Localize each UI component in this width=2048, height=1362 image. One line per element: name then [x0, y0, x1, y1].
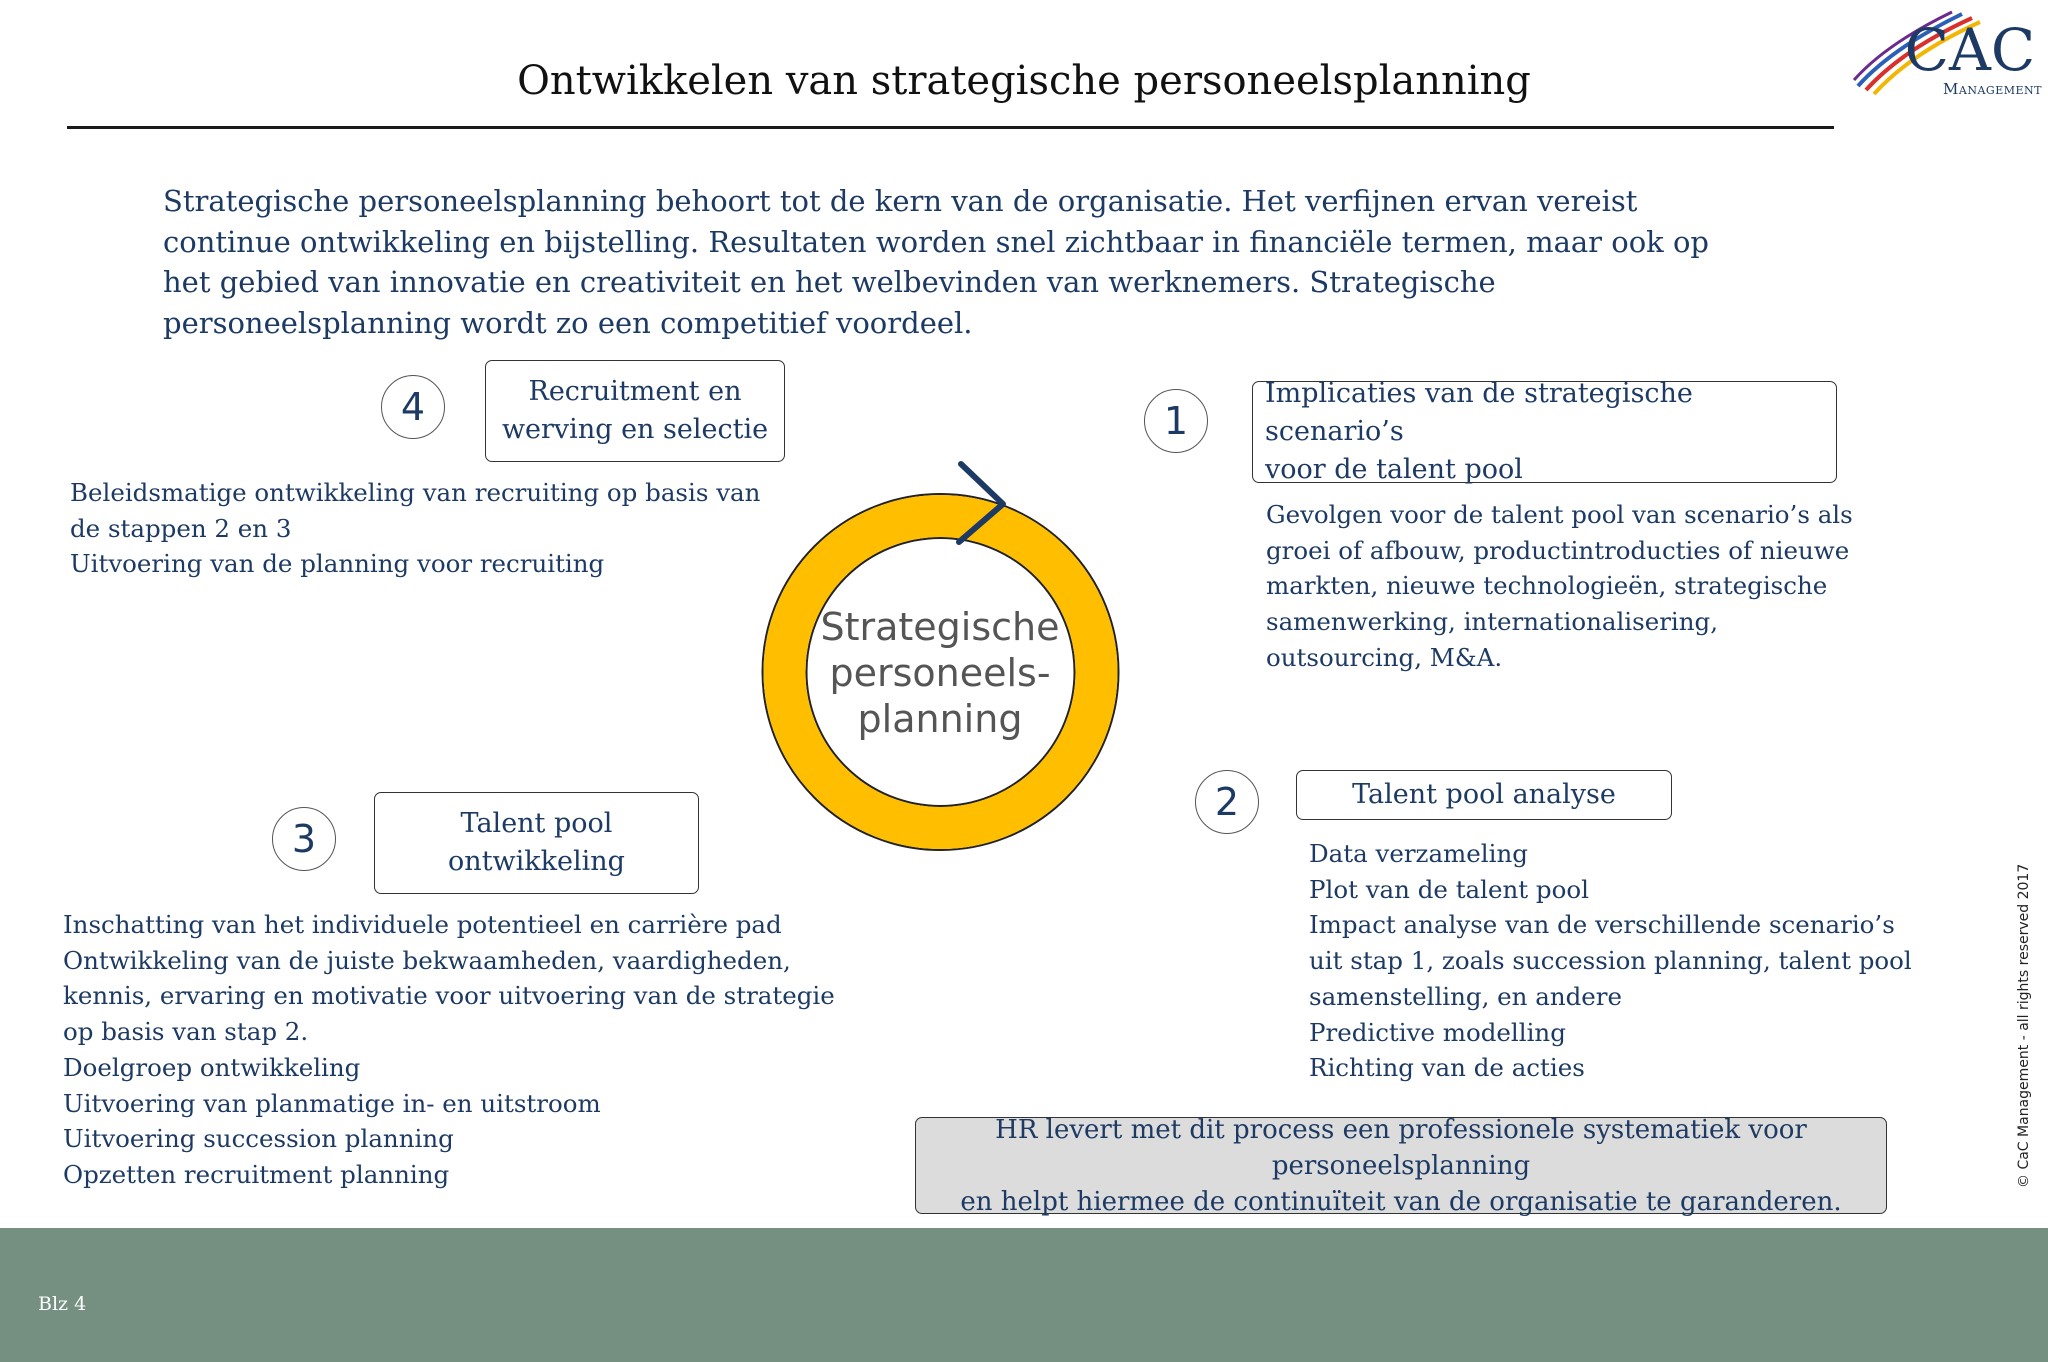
step-4-title-line: werving en selectie — [501, 414, 769, 445]
step-2-description-line: Predictive modelling — [1309, 1017, 1566, 1047]
cac-management-logo — [1852, 8, 2042, 100]
step-3-description-line: kennis, ervaring en motivatie voor uitvoering van de strategie — [63, 981, 835, 1011]
step-3-number: 3 — [272, 807, 336, 871]
step-2-description-line: Impact analyse van de verschillende scenario’s — [1309, 910, 1895, 940]
step-2-title-box — [1296, 770, 1672, 820]
copyright-notice: © CaC Management - all rights reserved 2017 — [2016, 863, 2032, 1188]
step-3-description-line: Uitvoering van planmatige in- en uitstroom — [63, 1088, 601, 1118]
page-title: Ontwikkelen van strategische personeelsplanning — [517, 58, 1531, 104]
step-3-description-line: Uitvoering succession planning — [63, 1124, 454, 1154]
conclusion-line: en helpt hiermee de continuïteit van de organisatie te garanderen. — [960, 1186, 1842, 1217]
cycle-center-label — [780, 604, 1100, 742]
step-2-description-line: samenstelling, en andere — [1309, 981, 1622, 1011]
step-1-description-line: markten, nieuwe technologieën, strategische — [1266, 571, 1828, 601]
conclusion-box — [915, 1114, 1887, 1217]
step-4-description-line: Beleidsmatige ontwikkeling van recruiting op basis van — [70, 478, 761, 507]
step-3-description-line: Opzetten recruitment planning — [63, 1159, 450, 1189]
step-1-title-line: Implicaties van de strategische scenario’s — [1265, 378, 1693, 447]
step-1-description-line: samenwerking, internationalisering, — [1266, 607, 1719, 637]
step-3-title-line: ontwikkeling — [448, 846, 625, 877]
step-3-title-line: Talent pool — [460, 808, 613, 839]
step-2-title-line: Talent pool analyse — [1352, 779, 1616, 810]
step-1-number: 1 — [1144, 389, 1208, 453]
step-4-number: 4 — [381, 375, 445, 439]
step-2-description-line: Plot van de talent pool — [1309, 874, 1589, 904]
center-label-line: personeels- — [829, 651, 1051, 695]
step-4-description — [70, 475, 760, 582]
step-1-description-line: groei of afbouw, productintroducties of nieuwe — [1266, 535, 1850, 565]
step-4-description-line: de stappen 2 en 3 — [70, 513, 292, 543]
step-3-description-line: Doelgroep ontwikkeling — [63, 1052, 361, 1082]
step-1-title-line: voor de talent pool — [1265, 454, 1523, 485]
step-1-description-line: Gevolgen voor de talent pool van scenario’s als — [1266, 500, 1853, 529]
step-3-description — [63, 907, 835, 1193]
step-1-title-box — [1252, 378, 1837, 485]
logo-subtext: Management — [1943, 80, 2042, 98]
step-1-description-line: outsourcing, M&A. — [1266, 642, 1503, 672]
logo-text: CAC — [1904, 16, 2036, 84]
step-2-number: 2 — [1195, 770, 1259, 834]
intro-paragraph: Strategische personeelsplanning behoort tot de kern van de organisatie. Het verfijnen ervan vereist continue ontwikkeling en bijstelling. Resultaten worden snel zichtbaar in financiële termen, maar ook op het gebied van innovatie en creativiteit en het welbevinden van werknemers. Strategische personeelsplanning wordt zo een competitief voordeel. — [163, 184, 1709, 340]
center-label-line: planning — [857, 697, 1023, 741]
step-1-description — [1266, 497, 1853, 676]
step-4-title-box — [485, 360, 785, 462]
conclusion-line: HR levert met dit process een professionele systematiek voor personeelsplanning — [995, 1114, 1807, 1181]
step-4-description-line: Uitvoering van de planning voor recruiting — [70, 549, 605, 579]
footer-band — [0, 1228, 2048, 1362]
step-4-title-line: Recruitment en — [528, 376, 742, 407]
title-divider — [67, 126, 1834, 129]
page-number: Blz 4 — [38, 1293, 87, 1315]
step-3-description-line: Ontwikkeling van de juiste bekwaamheden, vaardigheden, — [63, 945, 791, 975]
step-2-description-line: uit stap 1, zoals succession planning, talent pool — [1309, 946, 1912, 976]
step-3-description-line: op basis van stap 2. — [63, 1017, 309, 1047]
center-label-line: Strategische — [820, 605, 1060, 649]
step-2-description — [1309, 836, 1912, 1086]
step-2-description-line: Richting van de acties — [1309, 1053, 1585, 1083]
step-3-description-line: Inschatting van het individuele potentieel en carrière pad — [63, 910, 782, 939]
step-3-title-box — [374, 792, 699, 894]
step-2-description-line: Data verzameling — [1309, 839, 1528, 868]
